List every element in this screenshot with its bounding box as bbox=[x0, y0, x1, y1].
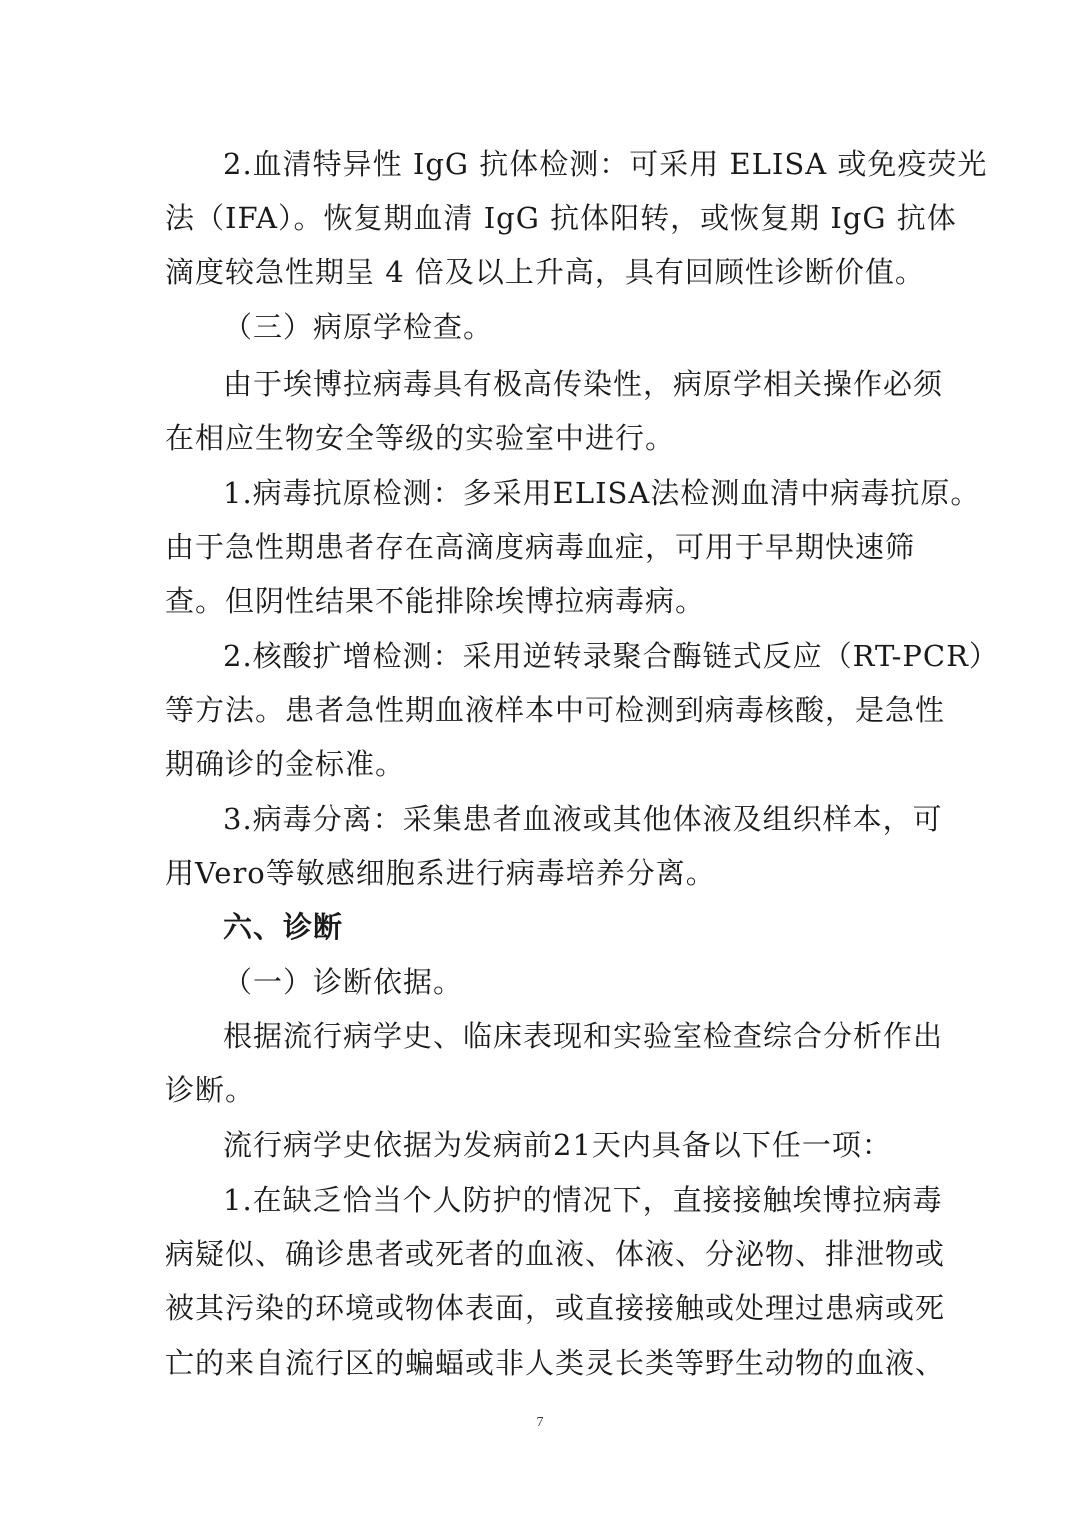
text-line: 滴度较急性期呈 4 倍及以上升高，具有回顾性诊断价值。 bbox=[165, 255, 925, 289]
page-number: 7 bbox=[536, 1415, 544, 1430]
text-line: 根据流行病学史、临床表现和实验室检查综合分析作出 bbox=[223, 1019, 944, 1053]
subsection-heading: （一）诊断依据。 bbox=[223, 965, 464, 999]
section-heading: 六、诊断 bbox=[223, 910, 344, 944]
text-line: 被其污染的环境或物体表面，或直接接触或处理过患病或死 bbox=[165, 1291, 946, 1325]
text-line: 流行病学史依据为发病前21天内具备以下任一项： bbox=[223, 1128, 892, 1162]
text-line: 法（IFA）。恢复期血清 IgG 抗体阳转，或恢复期 IgG 抗体 bbox=[165, 201, 957, 235]
text-line: 用Vero等敏感细胞系进行病毒培养分离。 bbox=[165, 856, 716, 890]
text-line: 在相应生物安全等级的实验室中进行。 bbox=[165, 421, 676, 455]
text-line: 查。但阴性结果不能排除埃博拉病毒病。 bbox=[165, 584, 706, 618]
subsection-heading: （三）病原学检查。 bbox=[223, 310, 494, 344]
text-line: 由于急性期患者存在高滴度病毒血症，可用于早期快速筛 bbox=[165, 530, 916, 564]
text-line: 等方法。患者急性期血液样本中可检测到病毒核酸，是急性 bbox=[165, 693, 946, 727]
text-line: 3.病毒分离：采集患者血液或其他体液及组织样本，可 bbox=[223, 802, 943, 836]
text-line: 诊断。 bbox=[165, 1073, 256, 1107]
text-line: 2.核酸扩增检测：采用逆转录聚合酶链式反应（RT-PCR） bbox=[223, 639, 999, 673]
text-line: 由于埃博拉病毒具有极高传染性，病原学相关操作必须 bbox=[223, 367, 944, 401]
text-line: 期确诊的金标准。 bbox=[165, 747, 406, 781]
text-line: 1.病毒抗原检测：多采用ELISA法检测血清中病毒抗原。 bbox=[223, 476, 981, 510]
text-line: 亡的来自流行区的蝙蝠或非人类灵长类等野生动物的血液、 bbox=[165, 1346, 946, 1380]
text-line: 病疑似、确诊患者或死者的血液、体液、分泌物、排泄物或 bbox=[165, 1237, 946, 1271]
text-line: 1.在缺乏恰当个人防护的情况下，直接接触埃博拉病毒 bbox=[223, 1183, 943, 1217]
text-line: 2.血清特异性 IgG 抗体检测：可采用 ELISA 或免疫荧光 bbox=[223, 147, 988, 181]
